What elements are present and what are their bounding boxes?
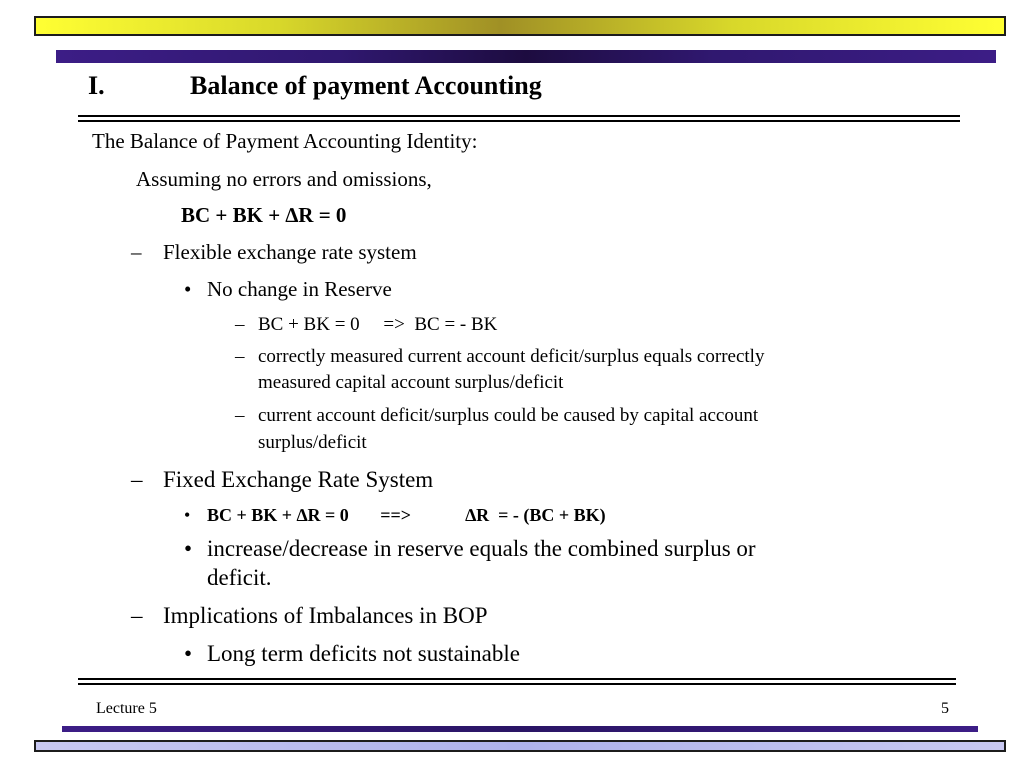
flexible-point2-line1: current account deficit/surplus could be caused by capital account (258, 405, 759, 426)
flexible-point1-line1: correctly measured current account deficit/surplus equals correctly (258, 346, 765, 367)
fixed-point-line2: deficit. (207, 565, 272, 590)
flexible-point1-line2: measured capital account surplus/deficit (258, 372, 564, 393)
dot-bullet: • (184, 505, 191, 525)
slide-title: Balance of payment Accounting (190, 71, 542, 100)
fixed-equation: BC + BK + ∆R = 0 ==> ∆R = - (BC + BK) (207, 505, 606, 525)
footer-divider (78, 678, 956, 685)
title-divider (78, 115, 960, 122)
dash-bullet: – (235, 314, 245, 335)
flexible-sub: No change in Reserve (207, 277, 392, 301)
dot-bullet: • (184, 536, 193, 561)
identity-equation: BC + BK + ∆R = 0 (181, 203, 347, 227)
assumption-text: Assuming no errors and omissions, (136, 167, 432, 191)
footer-lecture-label: Lecture 5 (96, 700, 157, 717)
footer-accent-bar (62, 726, 978, 732)
bottom-decorative-bar (34, 740, 1006, 752)
fixed-heading: Fixed Exchange Rate System (163, 467, 434, 492)
fixed-point-line1: increase/decrease in reserve equals the combined surplus or (207, 536, 756, 561)
dot-bullet: • (184, 277, 192, 301)
dash-bullet: – (131, 467, 143, 492)
top-decorative-bar (34, 16, 1006, 36)
flexible-equation: BC + BK = 0 => BC = - BK (258, 314, 498, 335)
dash-bullet: – (131, 240, 142, 264)
intro-text: The Balance of Payment Accounting Identity: (92, 129, 478, 153)
dash-bullet: – (235, 346, 245, 367)
header-accent-bar (56, 50, 996, 63)
dash-bullet: – (131, 603, 143, 628)
dot-bullet: • (184, 641, 193, 666)
title-number: I. (88, 71, 105, 100)
implications-point: Long term deficits not sustainable (207, 641, 520, 666)
flexible-point2-line2: surplus/deficit (258, 432, 367, 453)
flexible-heading: Flexible exchange rate system (163, 240, 417, 264)
page-number: 5 (941, 700, 949, 717)
dash-bullet: – (235, 405, 245, 426)
implications-heading: Implications of Imbalances in BOP (163, 603, 488, 628)
